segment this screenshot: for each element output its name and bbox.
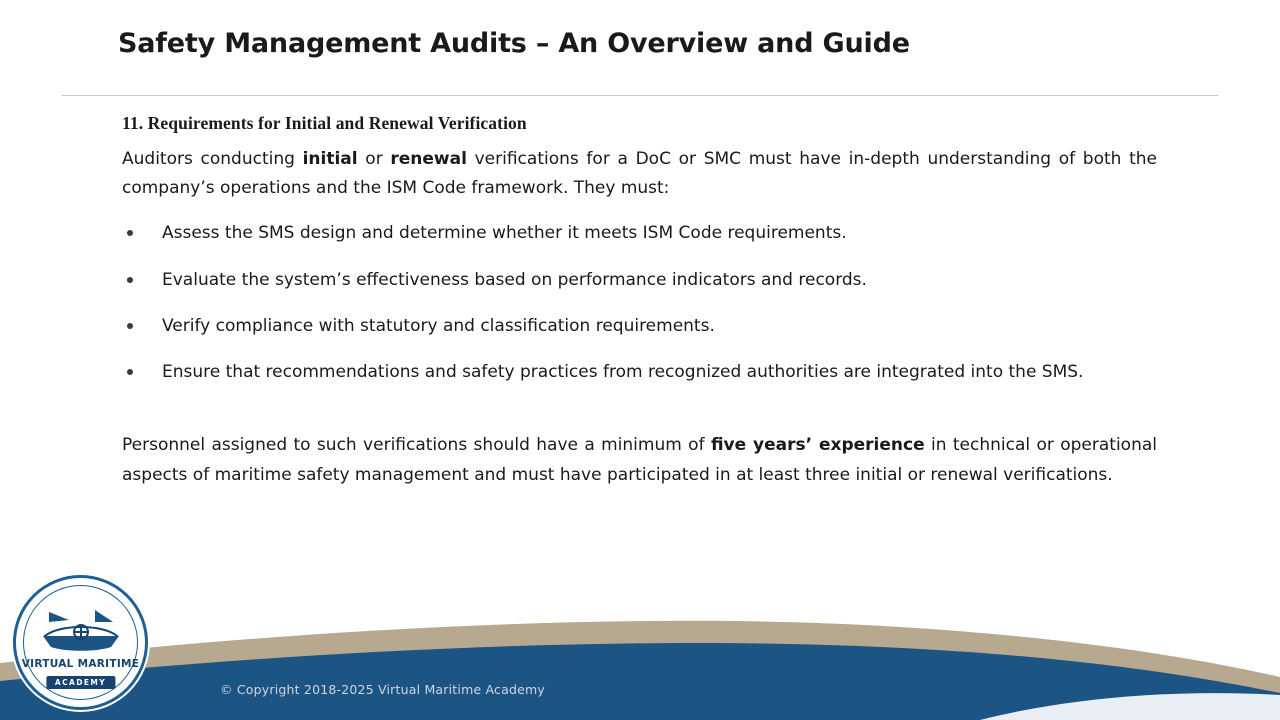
section-heading: 11. Requirements for Initial and Renewal Verification xyxy=(122,113,527,133)
logo xyxy=(13,575,148,710)
intro-text-2: or xyxy=(357,149,391,169)
intro-paragraph xyxy=(122,145,1157,203)
intro-bold-renewal: renewal xyxy=(390,149,467,169)
list-item: Assess the SMS design and determine whether it meets ISM Code requirements. xyxy=(122,219,1157,248)
sailboat-icon xyxy=(39,606,123,654)
title-divider xyxy=(62,95,1218,96)
list-item: Verify compliance with statutory and classification requirements. xyxy=(122,312,1157,341)
intro-text-3: verifications for a DoC or SMC must have in-depth understanding of both the company’s operations and the ISM Code framework. They must: xyxy=(122,149,1157,199)
page-title: Safety Management Audits – An Overview and Guide xyxy=(118,28,910,59)
intro-bold-initial: initial xyxy=(302,149,358,169)
copyright-text: © Copyright 2018-2025 Virtual Maritime Academy xyxy=(220,682,545,697)
logo-badge: ACADEMY xyxy=(46,676,115,689)
closing-text-2: in technical or operational aspects of maritime safety management and must have participated in at least three initial or renewal verifications. xyxy=(122,435,1157,485)
footer-decoration xyxy=(0,585,1280,720)
logo-name: VIRTUAL MARITIME xyxy=(21,658,140,670)
list-item: Evaluate the system’s effectiveness based on performance indicators and records. xyxy=(122,266,1157,295)
closing-text-1: Personnel assigned to such verifications should have a minimum of xyxy=(122,435,711,456)
logo-circle xyxy=(13,575,148,710)
list-item: Ensure that recommendations and safety practices from recognized authorities are integrated into the SMS. xyxy=(122,358,1157,387)
closing-bold-experience: five years’ experience xyxy=(710,435,925,456)
intro-text-1: Auditors conducting xyxy=(122,149,303,169)
closing-paragraph xyxy=(122,431,1157,489)
requirements-list xyxy=(122,219,1157,387)
slide-body xyxy=(122,113,1157,490)
